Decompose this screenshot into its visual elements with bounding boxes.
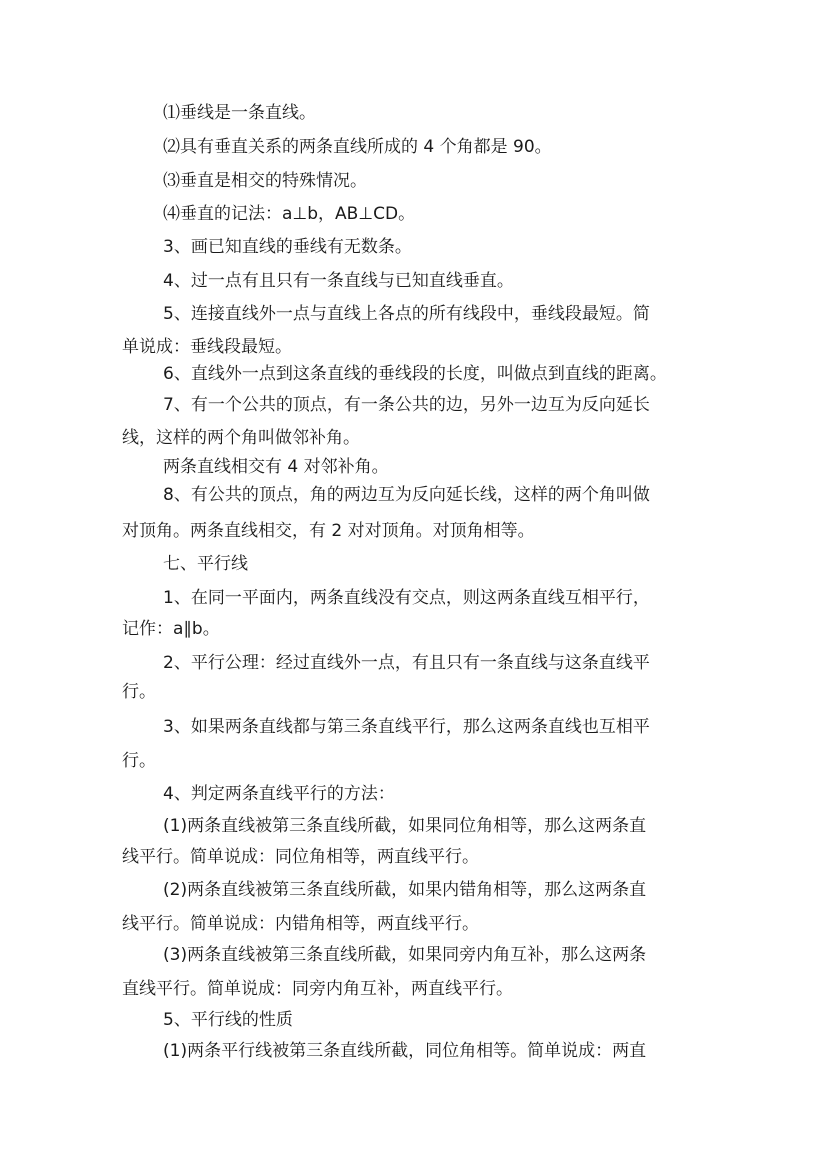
paragraph-line: ⑶垂直是相交的特殊情况。	[163, 171, 367, 191]
paragraph-line: 3、画已知直线的垂线有无数条。	[163, 237, 412, 257]
paragraph-line: 线平行。简单说成：同位角相等，两直线平行。	[122, 847, 479, 867]
paragraph-line: ⑷垂直的记法：a⊥b，AB⊥CD。	[163, 204, 416, 224]
paragraph-line: 两条直线相交有 4 对邻补角。	[163, 457, 389, 477]
paragraph-line: 线，这样的两个角叫做邻补角。	[122, 428, 360, 448]
paragraph-line: 记作：a∥b。	[122, 619, 220, 639]
paragraph-line: 行。	[122, 751, 156, 771]
paragraph-line: ⑴垂线是一条直线。	[163, 103, 316, 123]
paragraph-line: ⑵具有垂直关系的两条直线所成的 4 个角都是 90。	[163, 137, 552, 157]
paragraph-line: 6、直线外一点到这条直线的垂线段的长度，叫做点到直线的距离。	[163, 364, 667, 384]
paragraph-line: (2)两条直线被第三条直线所截，如果内错角相等，那么这两条直	[163, 880, 647, 900]
paragraph-line: 对顶角。两条直线相交，有 2 对对顶角。对顶角相等。	[122, 521, 535, 541]
paragraph-line: 1、在同一平面内，两条直线没有交点，则这两条直线互相平行，	[163, 588, 650, 608]
paragraph-line: 线平行。简单说成：内错角相等，两直线平行。	[122, 914, 479, 934]
paragraph-line: 2、平行公理：经过直线外一点，有且只有一条直线与这条直线平	[163, 653, 650, 673]
paragraph-line: (3)两条直线被第三条直线所截，如果同旁内角互补，那么这两条	[163, 945, 647, 965]
paragraph-line: 4、过一点有且只有一条直线与已知直线垂直。	[163, 271, 514, 291]
paragraph-line: 直线平行。简单说成：同旁内角互补，两直线平行。	[122, 979, 513, 999]
paragraph-line: 3、如果两条直线都与第三条直线平行，那么这两条直线也互相平	[163, 717, 650, 737]
paragraph-line: 七、平行线	[163, 554, 248, 574]
paragraph-line: 行。	[122, 682, 156, 702]
paragraph-line: 8、有公共的顶点，角的两边互为反向延长线，这样的两个角叫做	[163, 485, 650, 505]
paragraph-line: 5、平行线的性质	[163, 1010, 293, 1030]
paragraph-line: 单说成：垂线段最短。	[122, 337, 292, 357]
paragraph-line: (1)两条直线被第三条直线所截，如果同位角相等，那么这两条直	[163, 816, 647, 836]
paragraph-line: 4、判定两条直线平行的方法：	[163, 784, 395, 804]
paragraph-line: 5、连接直线外一点与直线上各点的所有线段中，垂线段最短。简	[163, 304, 650, 324]
paragraph-line: (1)两条平行线被第三条直线所截，同位角相等。简单说成：两直	[163, 1041, 647, 1061]
paragraph-line: 7、有一个公共的顶点，有一条公共的边，另外一边互为反向延长	[163, 395, 650, 415]
